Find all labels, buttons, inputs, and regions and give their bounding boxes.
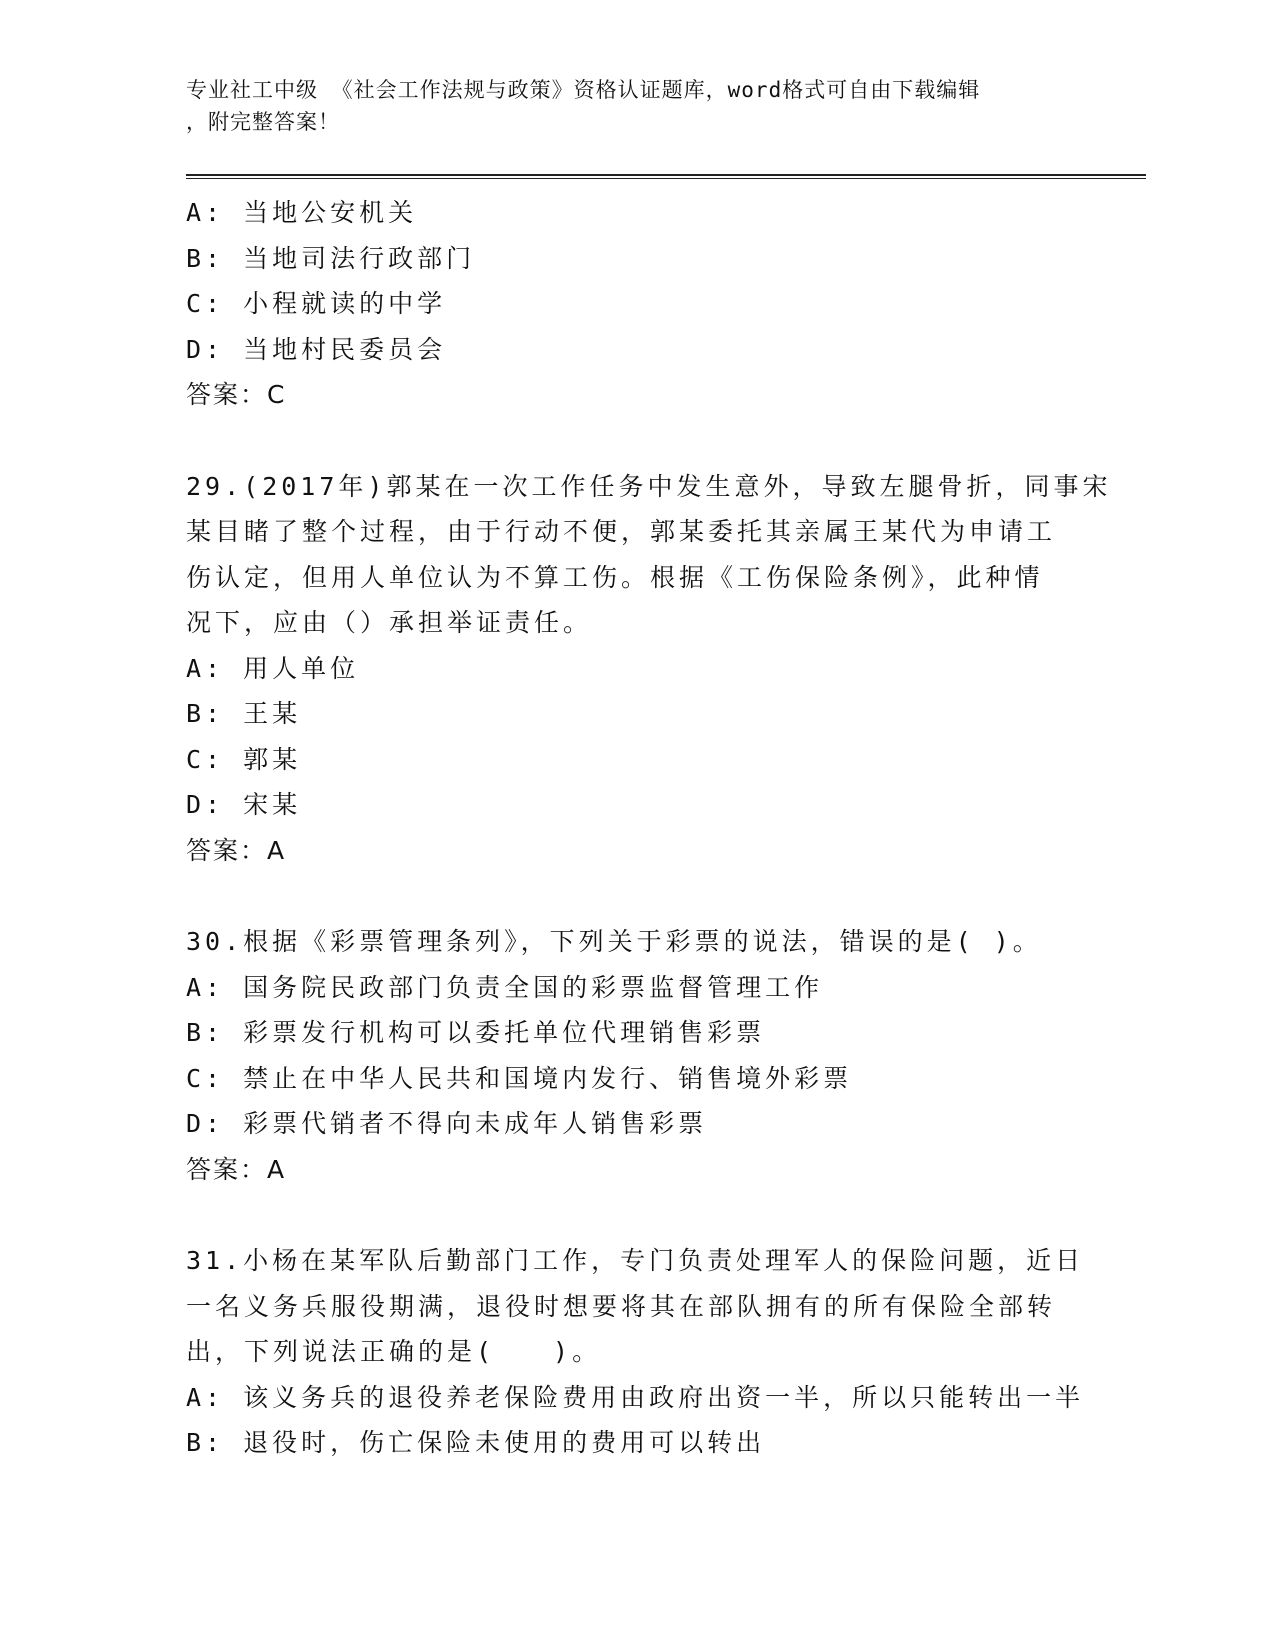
header-title-line-2: ，附完整答案！ <box>186 110 340 134</box>
q31-stem-line-2: 一名义务兵服役期满，退役时想要将其在部队拥有的所有保险全部转 <box>186 1291 1057 1321</box>
q28-answer: 答案：C <box>186 380 287 409</box>
question-29 <box>186 464 1112 874</box>
spacer <box>186 418 1086 464</box>
q29-option-b: B: 王某 <box>186 699 302 728</box>
q29-stem-line-2: 某目睹了整个过程，由于行动不便，郭某委托其亲属王某代为申请工 <box>186 517 1057 546</box>
page-header <box>186 74 1066 138</box>
q30-stem-line-1: 30.根据《彩票管理条列》，下列关于彩票的说法，错误的是( )。 <box>186 927 1042 956</box>
q29-stem-line-4: 况下，应由（）承担举证责任。 <box>186 608 593 637</box>
header-title-line-1: 专业社工中级 《社会工作法规与政策》资格认证题库，word格式可自由下载编辑 <box>186 78 981 102</box>
spacer <box>186 873 1086 919</box>
q30-answer: 答案：A <box>186 1154 287 1184</box>
spacer <box>186 1192 1086 1238</box>
q31-stem-line-1: 31.小杨在某军队后勤部门工作，专门负责处理军人的保险问题，近日 <box>186 1246 1085 1275</box>
q30-option-b: B: 彩票发行机构可以委托单位代理销售彩票 <box>186 1018 766 1047</box>
header-divider-thin <box>186 178 1146 179</box>
q29-option-c: C: 郭某 <box>186 744 302 774</box>
question-31 <box>186 1238 1086 1466</box>
question-28 <box>186 190 1086 418</box>
q29-answer: 答案：A <box>186 835 287 865</box>
question-content <box>186 190 1112 1466</box>
q28-option-b: B: 当地司法行政部门 <box>186 243 476 273</box>
q31-option-a: A: 该义务兵的退役养老保险费用由政府出资一半，所以只能转出一半 <box>186 1382 1085 1412</box>
q31-option-b: B: 退役时，伤亡保险未使用的费用可以转出 <box>186 1428 766 1457</box>
header-divider <box>186 174 1146 179</box>
q30-option-d: D: 彩票代销者不得向未成年人销售彩票 <box>186 1109 708 1138</box>
q29-option-d: D: 宋某 <box>186 790 302 819</box>
q28-option-c: C: 小程就读的中学 <box>186 289 447 318</box>
header-divider-thick <box>186 174 1146 176</box>
question-30 <box>186 919 1086 1192</box>
q28-option-d: D: 当地村民委员会 <box>186 334 447 364</box>
q30-option-c: C: 禁止在中华人民共和国境内发行、销售境外彩票 <box>186 1063 853 1093</box>
q28-option-a: A: 当地公安机关 <box>186 198 418 227</box>
q29-stem-line-1: 29.(2017年)郭某在一次工作任务中发生意外，导致左腿骨折，同事宋 <box>186 471 1112 501</box>
q31-stem-line-3: 出，下列说法正确的是( )。 <box>186 1337 602 1366</box>
q29-option-a: A: 用人单位 <box>186 653 360 683</box>
q30-option-a: A: 国务院民政部门负责全国的彩票监督管理工作 <box>186 972 824 1002</box>
q29-stem-line-3: 伤认定，但用人单位认为不算工伤。根据《工伤保险条例》，此种情 <box>186 562 1044 592</box>
